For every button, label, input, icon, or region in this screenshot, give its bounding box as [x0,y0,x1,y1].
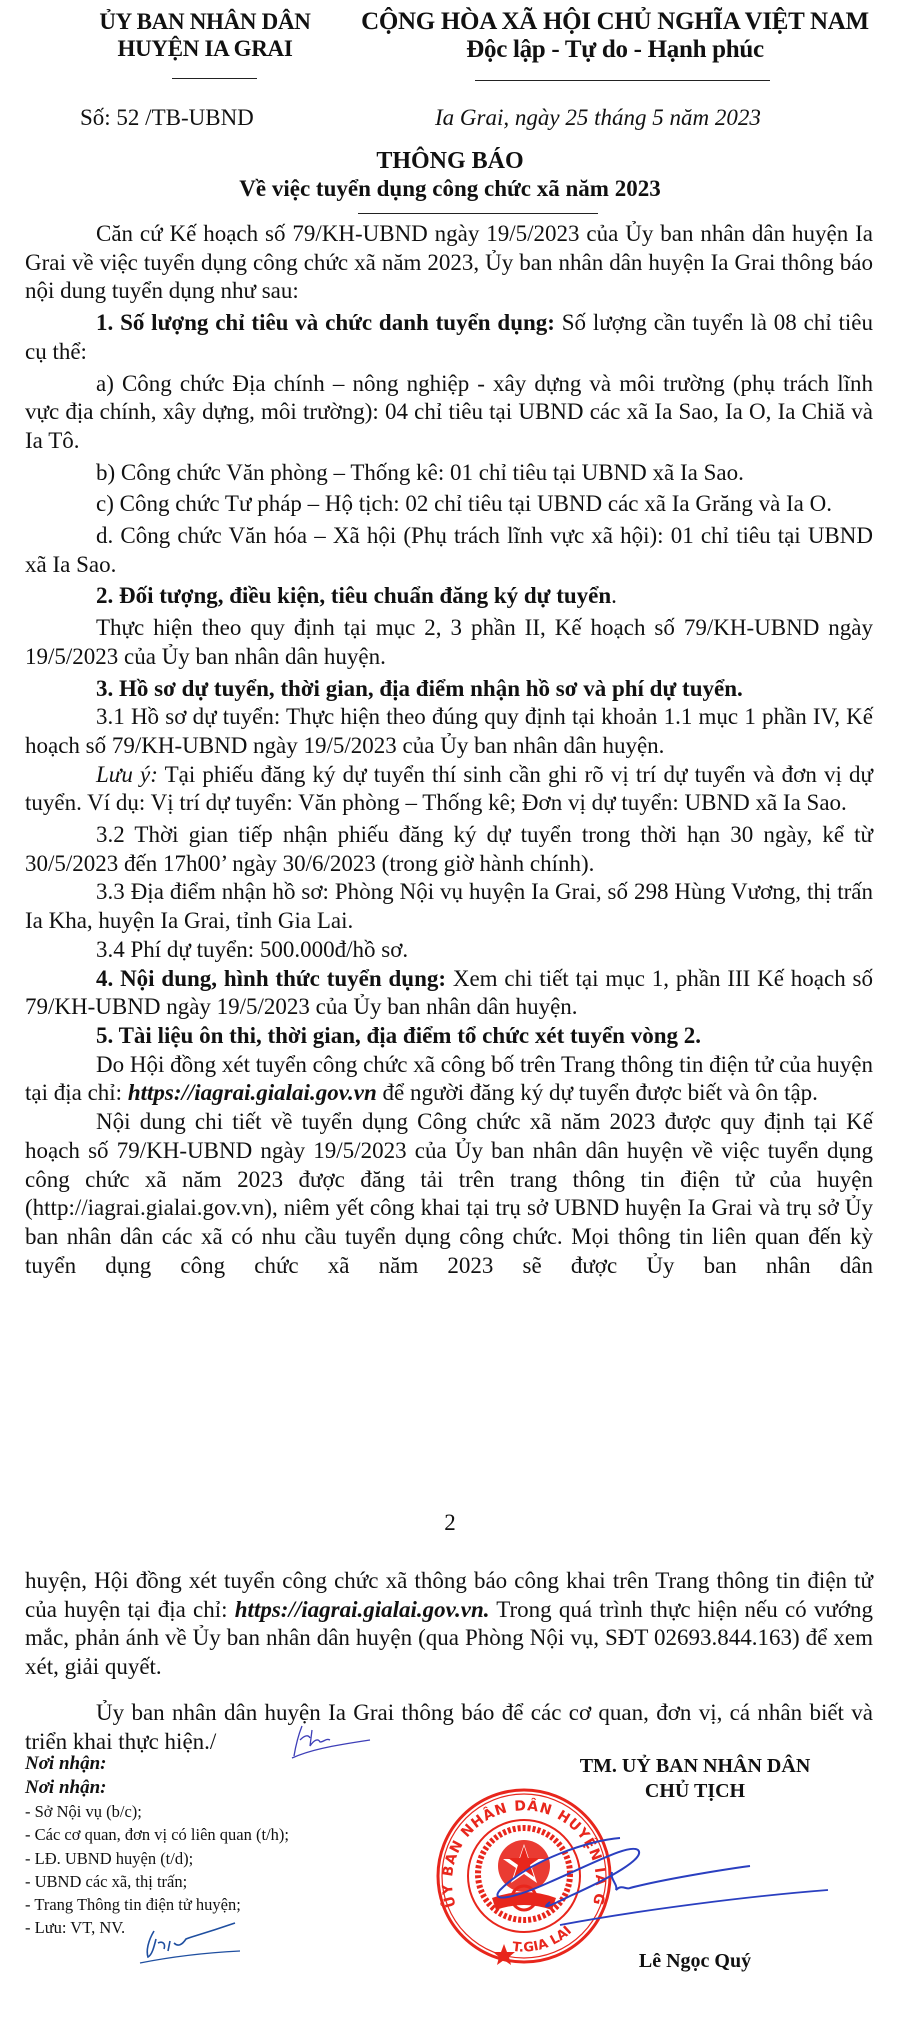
signer-name: Lê Ngọc Quý [638,1950,752,1972]
section-3-1: 3.1 Hồ sơ dự tuyển: Thực hiện theo đúng quy định tại khoản 1.1 mục 1 phần IV, Kế hoạch số 79/KH-UBND ngày 19/5/2023 của Ủy ban nhân dân huyện. [25,704,873,758]
section-3-note [25,761,873,818]
section-1-item-c: c) Công chức Tư pháp – Hộ tịch: 02 chỉ tiêu tại UBND các xã Ia Grăng và Ia O. [96,491,832,517]
document-body [25,220,873,1280]
signature-line-1: TM. UỶ BAN NHÂN DÂN [579,1755,811,1777]
place-date: Ia Grai, ngày 25 tháng 5 năm 2023 [435,105,761,130]
note-label: Lưu ý: [96,761,158,787]
authority-underline [172,78,257,79]
section-5-heading: 5. Tài liệu ôn thi, thời gian, địa điểm tổ chức xét tuyển vòng 2. [96,1022,701,1048]
section-2 [25,582,873,611]
authority-line-1: ỦY BAN NHÂN DÂN [99,9,311,34]
section-2-heading: 2. Đối tượng, điều kiện, tiêu chuẩn đăng ký dự tuyển [96,583,612,609]
section-1-item-d: d. Công chức Văn hóa – Xã hội (Phụ trách lĩnh vực xã hội): 01 chỉ tiêu tại UBND xã Ia Sao. [25,523,873,577]
motto-underline [475,80,770,81]
signature-line-2: CHỦ TỊCH [644,1780,746,1802]
section-3-3: 3.3 Địa điểm nhận hồ sơ: Phòng Nội vụ huyện Ia Grai, số 298 Hùng Vương, thị trấn Ia Kha, huyện Ia Grai, tỉnh Gia Lai. [25,879,873,934]
continuation-text-a: huyện, Hội đồng xét tuyển công chức xã thông báo công khai trên Trang thông tin điện tử của huyện tại địa chỉ: [25,1568,873,1622]
detail-paragraph: Nội dung chi tiết về tuyển dụng Công chức xã năm 2023 được quy định tại Kế hoạch số 79/KH-UBND ngày 19/5/2023 của Ủy ban nhân dân huyện về việc tuyển dụng công chức xã năm 2023 được đăng tải trên trang thông tin điện tử của huyện (http://iagrai.gialai.gov.vn), niêm yết công khai tại trụ sở UBND huyện Ia Grai và trụ sở Ủy ban nhân dân các xã có nhu cầu tuyển dụng công chức. Mọi thông tin liên quan đến kỳ tuyển dụng công chức xã năm 2023 sẽ được Ủy ban nhân dân [25,1109,873,1278]
intro-paragraph: Căn cứ Kế hoạch số 79/KH-UBND ngày 19/5/2023 của Ủy ban nhân dân huyện Ia Grai về việc tuyển dụng công chức xã năm 2023, Ủy ban nhân dân huyện Ia Grai thông báo nội dung tuyển dụng như sau: [25,221,873,304]
seal-text-bottom: T.GIA LAI [511,1923,575,1956]
subtitle-underline [358,213,598,214]
recipient-item: - Các cơ quan, đơn vị có liên quan (t/h); [25,1825,289,1845]
section-4-heading: 4. Nội dung, hình thức tuyển dụng: [96,965,447,991]
section-1-item-a: a) Công chức Địa chính – nông nghiệp - xây dựng và môi trường (phụ trách lĩnh vực địa chính, xây dựng, môi trường): 04 chỉ tiêu tại UBND các xã Ia Sao, Ia O, Ia Chiă và Ia Tô. [25,370,873,453]
website-link[interactable]: https://iagrai.gialai.gov.vn [127,1080,377,1106]
recipient-item: - Trang Thông tin điện tử huyện; [25,1895,241,1915]
document-number: Số: 52 /TB-UBND [80,105,254,130]
authority-line-2: HUYỆN IA GRAI [117,36,293,61]
section-4-text: Xem chi tiết tại mục 1, phần III Kế hoạch số 79/KH-UBND ngày 19/5/2023 của Ủy ban nhân dân huyện. [25,965,873,1020]
recipient-item: - LĐ. UBND huyện (t/d); [25,1848,194,1868]
website-link-2[interactable]: https://iagrai.gialai.gov.vn. [234,1596,490,1622]
continuation-paragraph [25,1567,873,1682]
recipients-heading-duplicate: Nơi nhận: [25,1777,107,1798]
section-5-text-a: Do Hội đồng xét tuyển công chức xã công bố trên Trang thông tin điện tử của huyện tại địa chỉ: [25,1051,873,1106]
closing-paragraph: Ủy ban nhân dân huyện Ia Grai thông báo để các cơ quan, đơn vị, cá nhân biết và triển khai thực hiện./ [25,1699,873,1754]
page-2-body [25,1567,873,1756]
section-2-heading-end: . [611,583,617,609]
clerk-initials-icon [140,1925,250,1965]
recipients-block [25,1752,289,1940]
section-5-text [25,1051,873,1108]
continuation-text-b: Trong quá trình thực hiện nếu có vướng mắc, phản ánh về Ủy ban nhân dân huyện (qua Phòng Nội vụ, SĐT 02693.844.163) để xem xét, giải quyết. [25,1596,874,1680]
section-3-2: 3.2 Thời gian tiếp nhận phiếu đăng ký dự tuyển trong thời hạn 30 ngày, kể từ 30/5/2023 đến 17h00’ ngày 30/6/2023 (trong giờ hành chính). [25,822,873,876]
chairman-signature-icon [490,1830,850,1940]
seal-text: ỦY BAN NHÂN DÂN HUYỆN IA GRAI [428,1774,609,1910]
document-title: THÔNG BÁO [376,148,524,174]
recipient-item: - Sở Nội vụ (b/c); [25,1802,142,1821]
section-2-text: Thực hiện theo quy định tại mục 2, 3 phần II, Kế hoạch số 79/KH-UBND ngày 19/5/2023 của Ủy ban nhân dân huyện. [25,615,873,669]
note-text: Tại phiếu đăng ký dự tuyển thí sinh cần ghi rõ vị trí dự tuyển và đơn vị dự tuyển. Ví dụ: Vị trí dự tuyển: Văn phòng – Thống kê; Đơn vị dự tuyển: UBND xã Ia Sao. [25,761,873,816]
section-1-text: Số lượng cần tuyển là 08 chỉ tiêu cụ thể: [25,310,873,364]
issuing-authority [60,8,350,62]
section-3-heading: 3. Hồ sơ dự tuyển, thời gian, địa điểm nhận hồ sơ và phí dự tuyển. [96,675,743,701]
national-motto [335,8,895,64]
section-1-item-b: b) Công chức Văn phòng – Thống kê: 01 chỉ tiêu tại UBND xã Ia Sao. [96,459,744,485]
motto-line: Độc lập - Tự do - Hạnh phúc [466,36,764,63]
recipients-heading: Nơi nhận: [25,1753,107,1774]
section-1 [25,309,873,366]
section-1-heading: 1. Số lượng chỉ tiêu và chức danh tuyển dụng: [96,310,555,336]
recipient-item: - Lưu: VT, NV. [25,1918,126,1938]
nation-line-1: CỘNG HÒA XÃ HỘI CHỦ NGHĨA VIỆT NAM [361,8,869,35]
page-number: 2 [444,1510,456,1535]
section-5-text-b: để người đăng ký dự tuyển được biết và ôn tập. [376,1080,818,1106]
recipient-item: - UBND các xã, thị trấn; [25,1871,188,1891]
document-subtitle: Về việc tuyển dụng công chức xã năm 2023 [239,176,661,201]
initials-signature-icon [290,1722,380,1762]
section-3-4: 3.4 Phí dự tuyển: 500.000đ/hồ sơ. [96,936,409,962]
section-4 [25,965,873,1022]
